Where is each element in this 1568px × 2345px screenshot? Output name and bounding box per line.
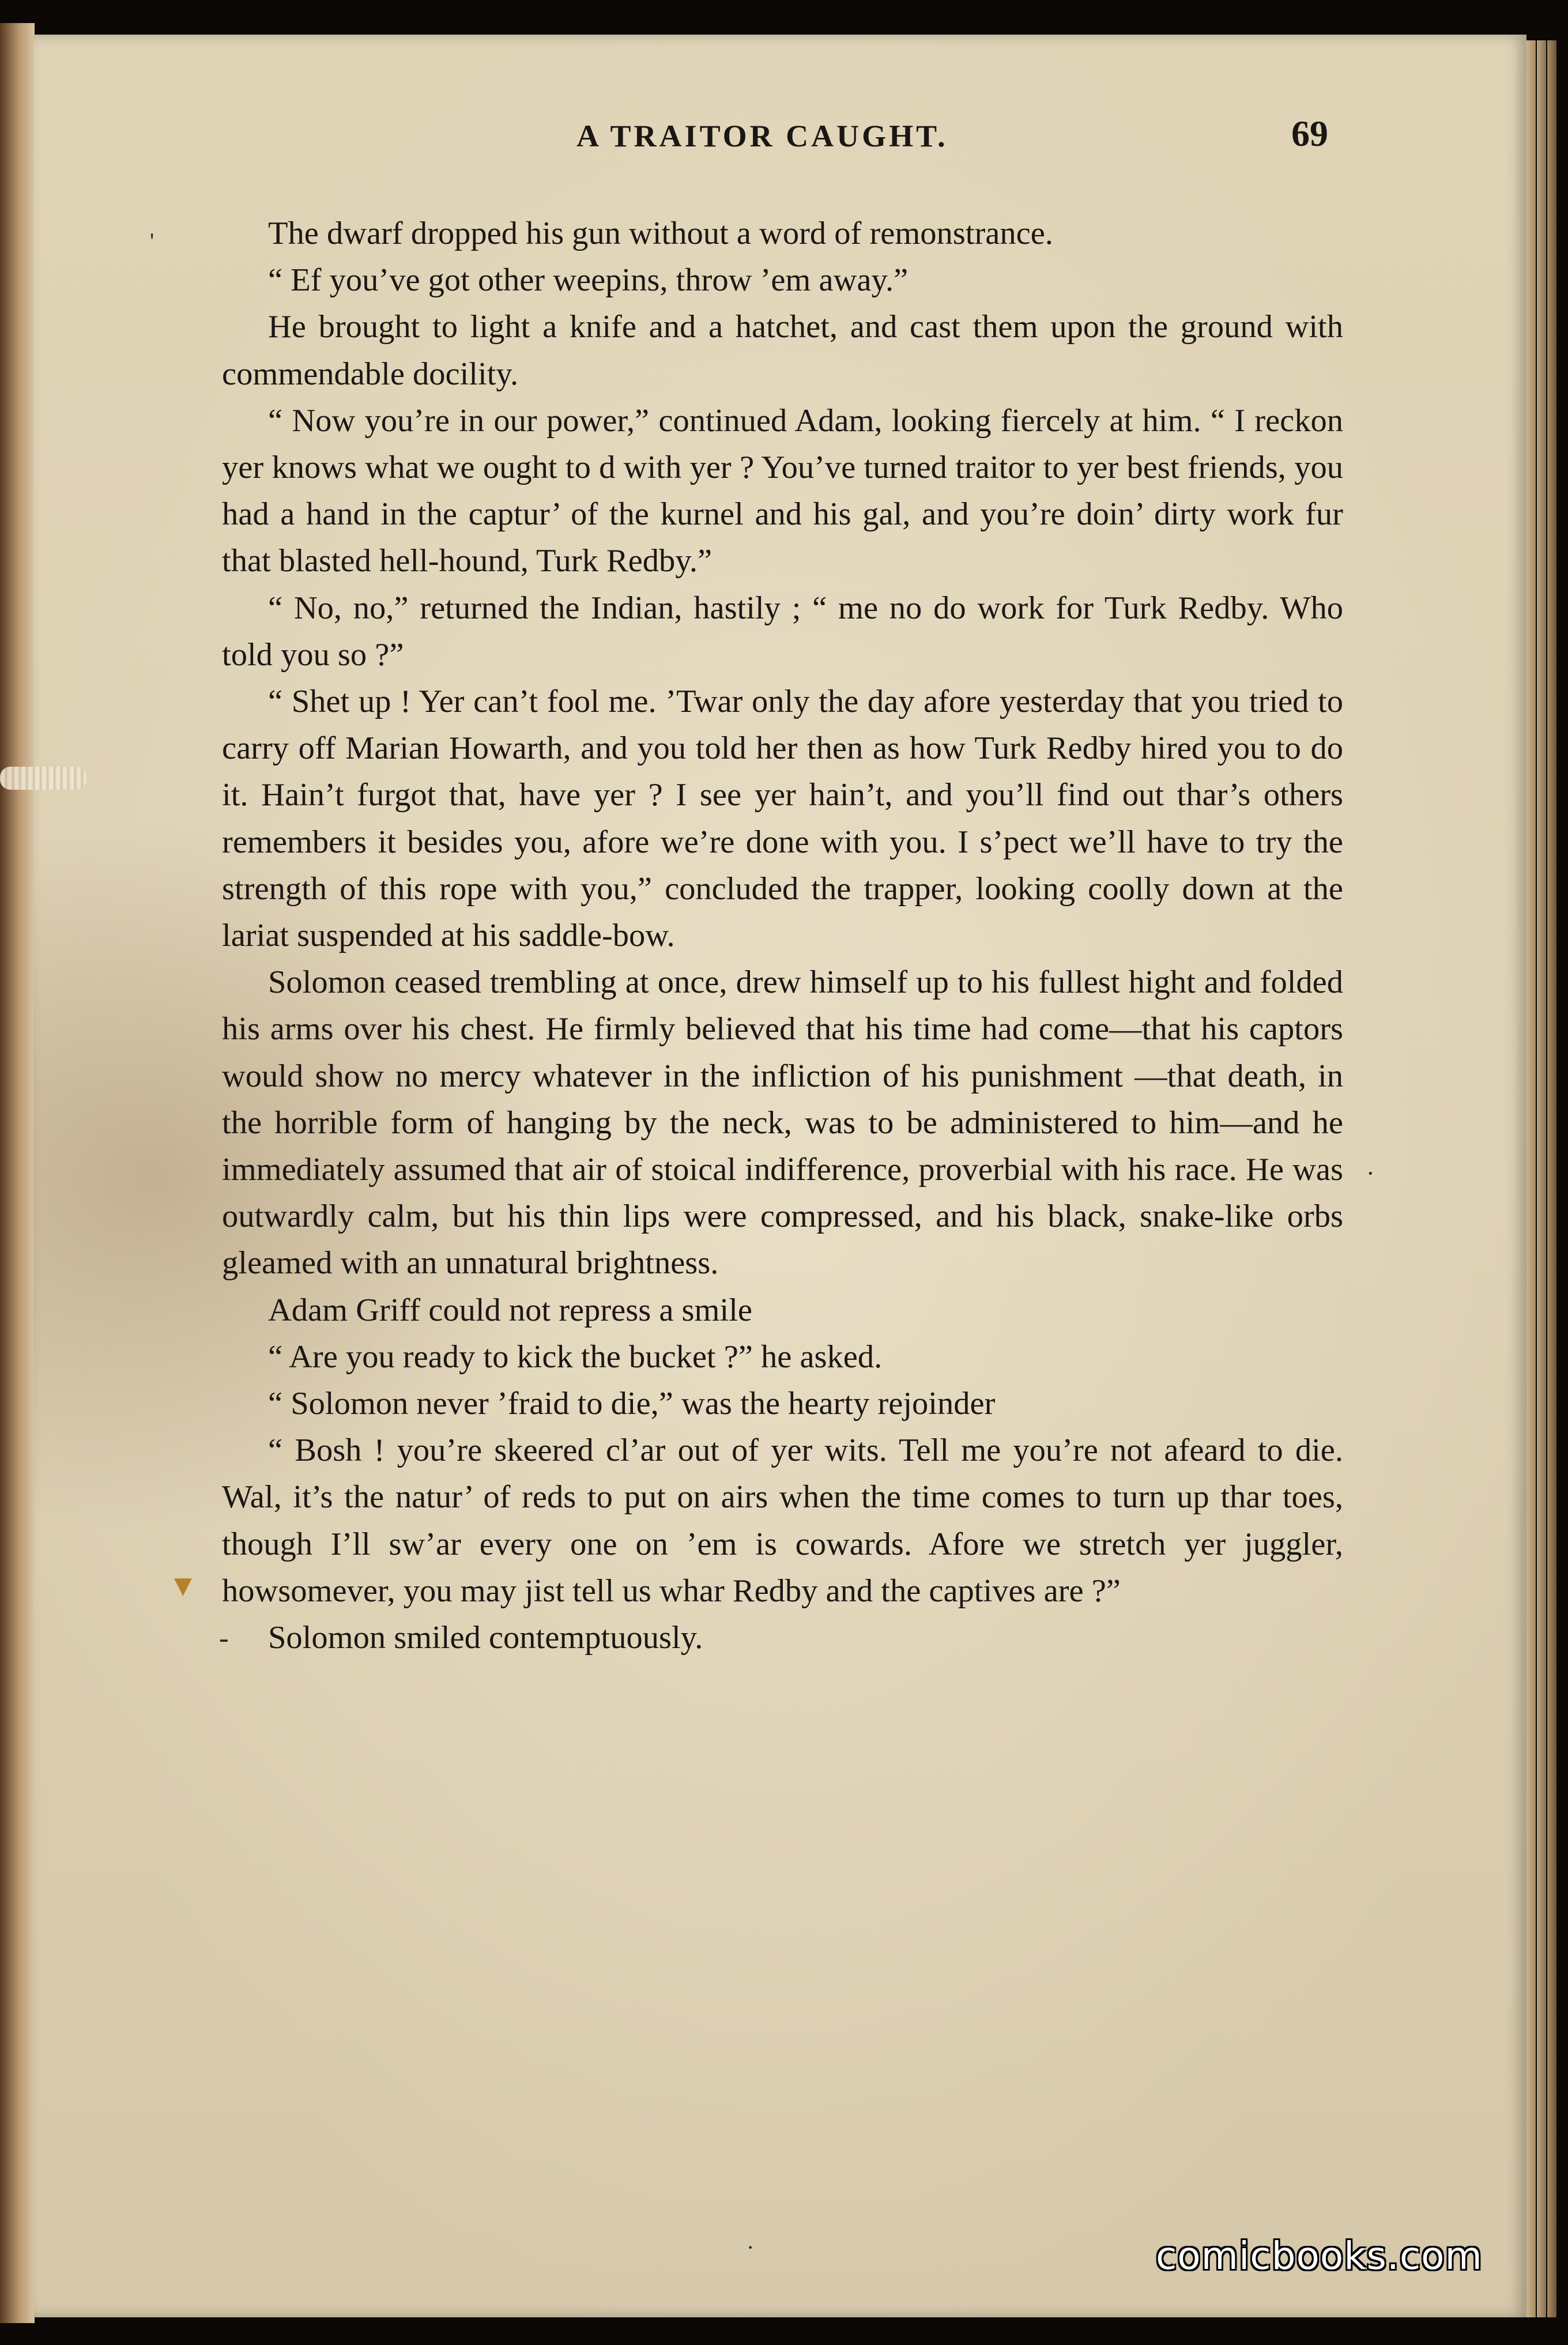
paragraph: “ Solomon never ’fraid to die,” was the hearty rejoinder — [268, 1386, 996, 1422]
paragraph: “ Shet up ! Yer can’t fool me. ’Twar only the day afore yesterday that you tried to carry off Marian Howarth, and you told her then as how Turk Redby hired you to do it. Hain’t furgot that, have yer ? I see yer hain’t, and you’ll find out thar’s others remembers it besides you, afore we’re done with you. I s’pect we’ll have to try the strength of this rope with you,” concluded the trapper, looking coolly down at the lariat suspended at his saddle-bow. — [222, 684, 1343, 954]
paragraph: Solomon ceased trembling at once, drew himself up to his fullest hight and folded his arms over his chest. He firmly believed that his time had come—that his captors would show no mercy whatever in the infliction of his punishment —that death, in the horrible form of hanging by the neck, was to be administered to him—and he immediately assumed that air of stoical indifference, proverbial with his race. He was outwardly calm, but his thin lips were compressed, and his black, snake-like orbs gleamed with an unnatural brightness. — [222, 964, 1343, 1281]
page-stack-edge — [1526, 40, 1536, 2317]
body-text — [222, 210, 1343, 1661]
running-title: A TRAITOR CAUGHT. — [576, 119, 948, 153]
page-stack-edge — [1537, 40, 1546, 2317]
watermark-logo: comicbooks.com — [1156, 2234, 1483, 2278]
paragraph: The dwarf dropped his gun without a word of remonstrance. — [268, 216, 1053, 251]
margin-mark: · — [747, 2234, 755, 2260]
paragraph: “ Now you’re in our power,” continued Adam, looking fiercely at him. “ I reckon yer knows what we ought to d with yer ? You’ve turned traitor to yer best friends, you had a hand in the captur’ of the kurnel and his gal, and you’re doin’ dirty work fur that blasted hell-hound, Turk Redby.” — [222, 402, 1343, 579]
margin-dash: - — [219, 1622, 229, 1654]
paragraph: Solomon smiled contemptuously. — [268, 1620, 703, 1656]
paragraph: He brought to light a knife and a hatchet, and cast them upon the ground with commendable docility. — [222, 309, 1343, 392]
paragraph: “ Bosh ! you’re skeered cl’ar out of yer wits. Tell me you’re not afeard to die. Wal, it’s the natur’ of reds to put on airs when the time comes to turn up thar toes, though I’ll sw’ar every one on ’em is cowards. Afore we stretch yer juggler, howsomever, you may jist tell us whar Redby and the captives are ?” — [222, 1432, 1343, 1609]
left-page-edge — [0, 23, 35, 2323]
pointer-mark-icon: ▼ — [174, 1573, 192, 1599]
page-number: 69 — [1291, 113, 1328, 154]
margin-mark: · — [1366, 1159, 1375, 1187]
page-stack-edge — [1547, 40, 1556, 2317]
paragraph: “ No, no,” returned the Indian, hastily ; “ me no do work for Turk Redby. Who told you so ?” — [222, 590, 1343, 673]
margin-mark: ' — [150, 228, 154, 254]
paragraph: “ Are you ready to kick the bucket ?” he asked. — [268, 1339, 883, 1375]
binding-thread — [0, 767, 86, 790]
paragraph: Adam Griff could not repress a smile — [268, 1292, 752, 1328]
paragraph: “ Ef you’ve got other weepins, throw ’em away.” — [268, 262, 909, 299]
